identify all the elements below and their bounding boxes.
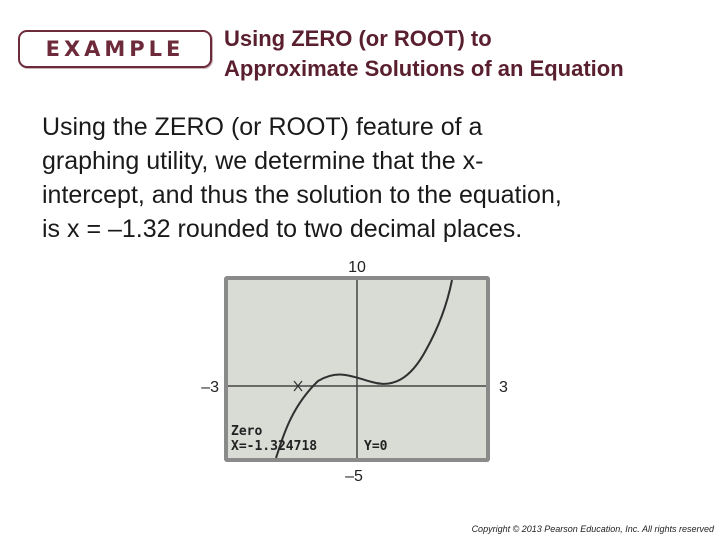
xmax-label: 3	[499, 379, 508, 396]
slide-title-line-1: Using ZERO (or ROOT) to	[224, 26, 492, 51]
ymax-label: 10	[348, 259, 366, 276]
example-badge	[18, 30, 212, 68]
slide-title-line-2: Approximate Solutions of an Equation	[224, 56, 624, 81]
zero-readout-title: Zero	[231, 424, 263, 439]
body-paragraph	[42, 110, 672, 246]
body-line-1: Using the ZERO (or ROOT) feature of a	[42, 113, 483, 141]
body-line-4: is x = –1.32 rounded to two decimal places.	[42, 215, 523, 243]
xmin-label: –3	[201, 379, 219, 396]
example-badge-label: EXAMPLE	[45, 37, 185, 61]
calculator-graph-svg	[190, 250, 530, 490]
zero-readout-y: Y=0	[364, 439, 388, 454]
copyright-notice: Copyright © 2013 Pearson Education, Inc. All rights reserved	[471, 524, 714, 534]
calculator-graph-figure	[190, 250, 530, 490]
body-line-2: graphing utility, we determine that the x-	[42, 147, 484, 175]
zero-readout-x: X=-1.324718	[231, 439, 318, 454]
body-line-3: intercept, and thus the solution to the equation,	[42, 181, 562, 209]
slide-title	[224, 24, 714, 84]
ymin-label: –5	[345, 468, 363, 485]
